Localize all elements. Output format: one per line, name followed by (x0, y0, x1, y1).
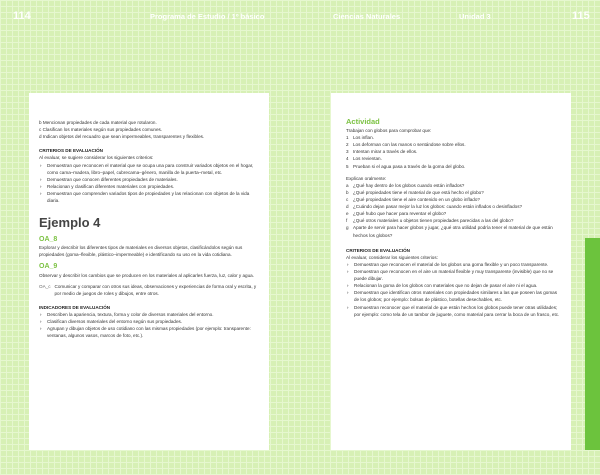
header-program-title: Programa de Estudio / 1º básico (150, 12, 265, 21)
question-letter: c (346, 196, 349, 202)
question-list (346, 182, 563, 239)
indicators-list (39, 311, 261, 339)
criteria-item: › Relacionan la goma de los globos con materiales que no dejan de pasar el aire ni el agua. (346, 282, 563, 289)
criteria-list (39, 162, 261, 205)
left-page (29, 93, 269, 450)
step-item (346, 155, 563, 162)
step-text: Los deforman con las manos o sentándose sobre ellos. (353, 142, 466, 148)
question-letter: b (346, 189, 349, 195)
criteria-item: › Demuestran que reconocen el material que se ocupa una para construir variados objetos en el hogar, como cama–madera, libro–papel, cubrecama–género, manilla de la puerta–metal, etc. (39, 162, 261, 176)
question-text: ¿Qué propiedades tiene el aire contenido en un globo inflado? (353, 196, 480, 202)
question-item (346, 224, 563, 238)
oa8-title: OA_8 (39, 235, 58, 243)
criteria-item: › Demuestran que reconocen en el aire un material flexible y muy transparente (invisible) que no se puede dibujar. (346, 268, 563, 282)
header-page-left: 114 (13, 10, 31, 22)
question-text: Aparte de servir para hacer globos y jugar, ¿qué otra utilidad podría tener el material de que están hechos los globos? (353, 225, 553, 238)
criteria-heading-right: CRITERIOS DE EVALUACIÓN (346, 247, 410, 253)
step-text: Los inflan. (353, 135, 374, 141)
oa-reference (39, 283, 261, 297)
criteria-item: › Demuestran que identifican otros materiales con propiedades similares a las que poseen las gomas de los globos; por ejemplo: bolsas de plástico, botellas desechables, etc. (346, 289, 563, 303)
question-text: ¿Qué propiedades tiene el material de que está hecho el globo? (353, 189, 484, 195)
question-text: ¿Qué hubo que hacer para reventar el globo? (353, 211, 447, 217)
question-item (346, 182, 563, 189)
question-letter: g (346, 225, 349, 231)
question-letter: d (346, 204, 349, 210)
indicator-item: › Agrupan y dibujan objetos de uso cotidiano con las mismas propiedades (por ejemplo: transparente: ventanas, algunos vasos, marcos de foto, etc.). (39, 325, 261, 339)
intro-item-d: d Indican objetos del recuadro que sean impermeables, transparentes y flexibles. (39, 134, 205, 140)
oa9-text: Observar y describir los cambios que se producen en los materiales al aplicarles fuerza, luz, calor y agua. (39, 272, 254, 278)
step-number: 1 (346, 135, 349, 141)
criteria-item: › Demuestran que comprenden variados tipos de propiedades y las relacionan con objetos de la vida diaria. (39, 190, 261, 204)
step-text: Prueban si el agua pasa a través de la goma del globo. (353, 163, 466, 169)
activity-intro: Trabajan con globos para comprobar que: (346, 128, 432, 133)
step-text: Intentan mirar a través de ellos. (353, 149, 418, 155)
step-item (346, 134, 563, 141)
step-text: Los revientan. (353, 156, 382, 162)
criteria-item: › Demuestran que reconocen el material de los globos una goma flexible y un poco transparente. (346, 261, 563, 268)
intro-item-c: c Clasifican los materiales según sus propiedades comunes. (39, 127, 163, 133)
activity-title: Actividad (346, 117, 380, 126)
header-subject: Ciencias Naturales (333, 12, 401, 21)
question-item (346, 189, 563, 196)
criteria-heading: CRITERIOS DE EVALUACIÓN (39, 148, 103, 154)
step-item (346, 141, 563, 148)
criteria-item: › Demuestran reconocer que el material de que están hechos los globos puede tener otras utilidades; por ejemplo: como tela de un tambor de juguete, como material para cerrar la boca de un frasco, etc. (346, 304, 563, 318)
oa-ref-label: OA_c (39, 283, 51, 289)
step-number: 4 (346, 156, 349, 162)
question-item (346, 196, 563, 203)
oa8-text: Explorar y describir los diferentes tipos de materiales en diversos objetos, clasificándolos según sus propiedades (goma–flexible, plástico–impermeable) e identificando su uso en la vida cotidiana. (39, 244, 243, 257)
example-title: Ejemplo 4 (39, 215, 101, 231)
question-letter: e (346, 211, 349, 217)
question-text: ¿Cuándo dejan pasar mejor la luz los globos: cuando están inflados o desinflados? (353, 204, 523, 210)
indicators-heading: INDICADORES DE EVALUACIÓN (39, 304, 111, 310)
intro-item-b: b Mencionan propiedades de cada material que rotularon. (39, 120, 157, 125)
activity-steps (346, 134, 563, 170)
step-number: 2 (346, 142, 349, 148)
criteria-list-right (346, 261, 563, 318)
step-number: 3 (346, 149, 349, 155)
oa9-title: OA_9 (39, 263, 58, 271)
step-item (346, 163, 563, 170)
question-item (346, 203, 563, 210)
question-text: ¿Qué otros materiales u objetos tienen propiedades parecidas a las del globo? (353, 218, 514, 224)
question-letter: f (346, 218, 348, 224)
criteria-item: › Relacionan y clasifican diferentes materiales con propiedades. (39, 183, 261, 190)
right-page (331, 93, 571, 450)
header-page-right: 115 (572, 10, 590, 22)
criteria-intro-right: Al evaluar, considerar los siguientes criterios: (346, 254, 438, 260)
explain-intro: Explican oralmente: (346, 175, 387, 181)
indicator-item: › Clasifican diversos materiales del entorno según sus propiedades. (39, 318, 261, 325)
question-item (346, 217, 563, 224)
question-text: ¿Qué hay dentro de los globos cuando están inflados? (353, 182, 465, 188)
question-letter: a (346, 182, 349, 188)
unit-tab-marker (585, 238, 600, 450)
step-item (346, 148, 563, 155)
indicator-item: › Describen la apariencia, textura, forma y color de diversos materiales del entorno. (39, 311, 261, 318)
step-number: 5 (346, 163, 349, 169)
oa-ref-text: Comunicar y comparar con otros sus ideas, observaciones y experiencias de forma oral y escrita, y por medio de juegos de roles y dibujos, entre otros. (54, 283, 257, 296)
header-unit: Unidad 3 (459, 12, 491, 21)
question-item (346, 210, 563, 217)
criteria-intro: Al evaluar, se sugiere considerar los siguientes criterios: (39, 155, 154, 161)
criteria-item: › Demuestran que conocen diferentes propiedades de materiales. (39, 176, 261, 183)
